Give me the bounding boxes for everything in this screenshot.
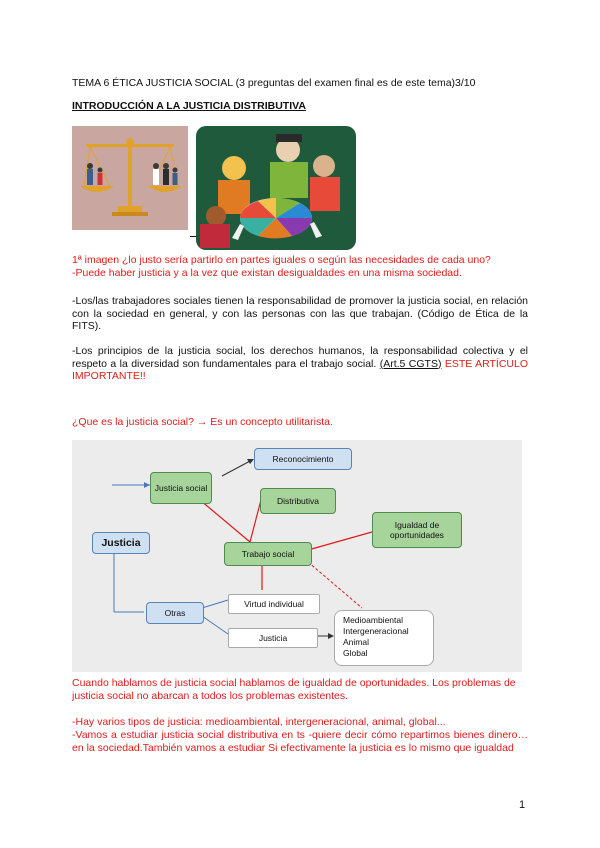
intro-question: 1ª imagen ¿lo justo sería partirlo en partes iguales o según las necesidades de cada uno? xyxy=(72,254,491,266)
document-header: TEMA 6 ÉTICA JUSTICIA SOCIAL (3 preguntas del examen final es de este tema)3/10 xyxy=(72,77,476,89)
diagram-justicia-list: Justicia xyxy=(228,628,318,648)
justice-types-line: -Hay varios tipos de justicia: medioambiental, intergeneracional, animal, global... xyxy=(72,716,446,728)
justice-type: Global xyxy=(343,648,368,658)
scale-justice-image xyxy=(72,126,188,230)
paragraph-fits: -Los/las trabajadores sociales tienen la responsabilidad de promover la justicia social, en relación con la sociedad en general, y con las personas con las que trabajan. (Código de Ética de la FITS). xyxy=(72,295,528,332)
justice-type: Intergeneracional xyxy=(343,626,409,636)
underscore-mark xyxy=(190,236,196,237)
diagram-justicia: Justicia xyxy=(92,532,150,554)
article-reference: (Art.5 CGTS) xyxy=(379,357,442,370)
justice-type: Medioambiental xyxy=(343,615,404,625)
page-number: 1 xyxy=(519,799,526,811)
important-note: ESTE ARTÍCULO IMPORTANTE!! xyxy=(72,357,528,382)
diagram-reconocimiento: Reconocimiento xyxy=(254,448,352,470)
diagram-trabajo-social: Trabajo social xyxy=(224,542,312,566)
section-subtitle: INTRODUCCIÓN A LA JUSTICIA DISTRIBUTIVA xyxy=(72,100,306,112)
paragraph-equal-opportunity: Cuando hablamos de justicia social hablamos de igualdad de oportunidades. Los problemas de justicia social no abarcan a todos los problemas existentes. xyxy=(72,677,516,702)
intro-statement: -Puede haber justicia y a la vez que existan desigualdades en una misma sociedad. xyxy=(72,267,462,279)
paragraph-principles xyxy=(72,345,528,383)
diagram-otras: Otras xyxy=(146,602,204,624)
diagram-igualdad-oportunidades: Igualdad de oportunidades xyxy=(372,512,462,548)
question-social-justice: ¿Que es la justicia social? → Es un concepto utilitarista. xyxy=(72,416,333,428)
diagram-justice-types-list xyxy=(334,610,434,666)
diagram-justicia-social: Justicia social xyxy=(150,472,212,504)
justice-concept-diagram xyxy=(72,440,522,672)
distributive-study-line: -Vamos a estudiar justicia social distributiva en ts -quiere decir cómo repartimos bienes dinero…en la sociedad.También vamos a estudiar Si efectivamente la justicia es lo mismo que igualdad xyxy=(72,729,528,754)
principles-text: -Los principios de la justicia social, los derechos humanos, la responsabilidad colectiva y el respeto a la diversidad son fundamentales para el trabajo social. xyxy=(72,345,528,370)
diagram-distributiva: Distributiva xyxy=(260,488,336,514)
pie-sharing-image xyxy=(196,126,356,250)
justice-type: Animal xyxy=(343,637,369,647)
diagram-virtud-individual: Virtud individual xyxy=(228,594,320,614)
